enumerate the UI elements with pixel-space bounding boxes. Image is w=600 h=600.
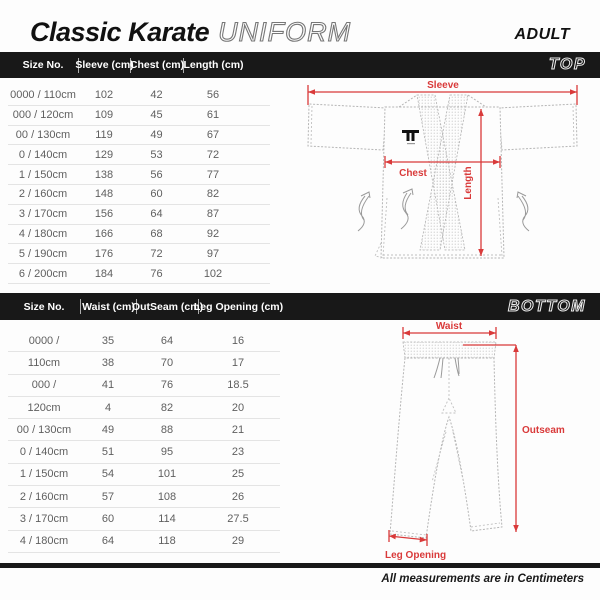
table-cell: 18.5 (227, 379, 249, 392)
column-header: Length (cm) (183, 59, 244, 71)
table-cell: 16 (231, 334, 245, 347)
table-cell: 102 (94, 89, 114, 102)
table-cell: 0000 / (28, 334, 60, 347)
table-cell: 92 (206, 227, 220, 240)
table-cell: 72 (206, 148, 220, 161)
table-cell: 82 (206, 188, 220, 201)
table-cell: 45 (150, 109, 163, 122)
page-title (30, 17, 351, 48)
table-cell: 0000 / 110cm (10, 89, 76, 102)
table-cell: 2 / 160cm (18, 188, 68, 201)
table-cell: 64 (150, 208, 163, 221)
title-main: Classic Karate (30, 17, 210, 47)
size-category-label: ADULT (514, 26, 570, 43)
table-row (8, 441, 280, 463)
column-header: Size No. (22, 59, 64, 71)
table-row (8, 205, 270, 225)
table-row (8, 375, 280, 397)
table-cell: 148 (94, 188, 114, 201)
table-cell: 101 (157, 468, 177, 481)
size-table-bottom (8, 330, 280, 553)
jacket-right-sleeve (498, 104, 577, 150)
table-cell: 29 (231, 535, 245, 548)
table-cell: 60 (150, 188, 163, 201)
table-row (8, 145, 270, 165)
table-row (8, 486, 280, 508)
column-header: Sleeve (cm) (75, 59, 134, 71)
table-cell: 64 (101, 535, 115, 548)
table-cell: 23 (231, 446, 245, 459)
table-row (8, 264, 270, 284)
table-cell: 53 (150, 148, 163, 161)
table-row (8, 225, 270, 245)
table-cell: 119 (95, 128, 113, 141)
sleeve-dimension-arrow (308, 80, 577, 105)
table-row (8, 106, 270, 126)
section-label-top: TOP (548, 56, 586, 73)
pants-measurement-diagram (383, 320, 598, 565)
table-cell: 138 (94, 168, 114, 181)
table-cell: 000 / 120cm (12, 109, 74, 122)
table-cell: 95 (160, 446, 174, 459)
table-row (8, 419, 280, 441)
table-cell: 102 (203, 267, 223, 280)
table-cell: 56 (206, 89, 220, 102)
table-cell: 82 (160, 401, 174, 414)
top-column-headers (8, 52, 243, 78)
table-cell: 57 (101, 490, 115, 503)
footer-divider (0, 563, 600, 568)
table-cell: 20 (231, 401, 245, 414)
table-cell: 35 (101, 334, 115, 347)
table-cell: 4 / 180cm (19, 535, 69, 548)
waist-dimension-arrow (403, 321, 496, 339)
table-cell: 3 / 170cm (18, 208, 68, 221)
table-cell: 184 (94, 267, 114, 280)
table-cell: 3 / 170cm (19, 513, 69, 526)
sleeve-label: Sleeve (427, 80, 459, 91)
table-cell: 156 (94, 208, 114, 221)
bottom-table-header-bar (0, 293, 600, 320)
jacket-tie-left (358, 192, 370, 231)
bottom-column-headers (8, 293, 284, 320)
waist-label: Waist (435, 321, 463, 332)
table-cell: 17 (231, 356, 245, 369)
table-cell: 56 (150, 168, 163, 181)
table-cell: 110cm (27, 356, 61, 369)
table-cell: 108 (157, 490, 177, 503)
table-cell: 76 (160, 379, 174, 392)
chest-label: Chest (399, 168, 427, 179)
table-cell: 77 (206, 168, 220, 181)
table-row (8, 508, 280, 530)
column-header: Chest (cm) (129, 59, 185, 71)
table-cell: 0 / 140cm (18, 148, 68, 161)
table-cell: 54 (101, 468, 115, 481)
table-cell: 27.5 (227, 513, 249, 526)
table-cell: 49 (101, 423, 115, 436)
column-header: Size No. (23, 300, 65, 313)
title-sub: UNIFORM (218, 17, 352, 47)
table-row (8, 86, 270, 106)
table-cell: 64 (160, 334, 174, 347)
table-cell: 42 (150, 89, 163, 102)
table-cell: 60 (101, 513, 115, 526)
table-cell: 76 (150, 267, 163, 280)
table-cell: 41 (101, 379, 115, 392)
table-row (8, 126, 270, 146)
table-cell: 176 (94, 247, 114, 260)
jacket-left-sleeve (308, 104, 387, 150)
table-cell: 4 (104, 401, 112, 414)
column-header: OutSeam (cm) (131, 300, 204, 313)
table-cell: 166 (94, 227, 114, 240)
table-cell: 51 (101, 446, 115, 459)
table-cell: 4 / 180cm (18, 227, 68, 240)
measurement-note: All measurements are in Centimeters (381, 573, 584, 585)
table-cell: 2 / 160cm (19, 490, 69, 503)
table-cell: 25 (231, 468, 245, 481)
table-cell: 21 (231, 423, 245, 436)
table-cell: 88 (160, 423, 174, 436)
table-cell: 0 / 140cm (19, 446, 69, 459)
table-cell: 129 (94, 148, 114, 161)
column-header: Waist (cm) (80, 299, 136, 314)
table-row (8, 244, 270, 264)
section-label-bottom: BOTTOM (507, 297, 586, 315)
leg-opening-label: Leg Opening (385, 550, 447, 561)
table-cell: 68 (150, 227, 163, 240)
table-row (8, 464, 280, 486)
pants-body (390, 358, 502, 538)
column-header: Leg Opening (cm) (193, 300, 284, 313)
table-row (8, 531, 280, 553)
table-cell: 1 / 150cm (19, 468, 69, 481)
outseam-label: Outseam (522, 425, 565, 436)
table-cell: 61 (206, 109, 220, 122)
table-cell: 49 (150, 128, 163, 141)
table-cell: 72 (150, 247, 163, 260)
table-row (8, 397, 280, 419)
table-cell: 38 (101, 356, 115, 369)
table-cell: 1 / 150cm (18, 168, 68, 181)
length-label: Length (463, 166, 474, 200)
table-cell: 70 (160, 356, 174, 369)
table-cell: 120cm (27, 401, 61, 414)
table-row (8, 330, 280, 352)
table-cell: 67 (206, 128, 220, 141)
table-cell: 97 (206, 247, 220, 260)
table-row (8, 185, 270, 205)
table-row (8, 352, 280, 374)
table-cell: 00 / 130cm (15, 128, 71, 141)
table-cell: 000 / (31, 379, 57, 392)
table-cell: 118 (158, 535, 176, 548)
jacket-tie-right (517, 192, 529, 231)
table-cell: 6 / 200cm (18, 267, 68, 280)
table-cell: 114 (158, 513, 176, 526)
table-cell: 5 / 190cm (18, 247, 68, 260)
table-cell: 87 (206, 208, 220, 221)
jacket-measurement-diagram (295, 78, 595, 290)
size-table-top (8, 86, 270, 284)
table-row (8, 165, 270, 185)
table-cell: 109 (94, 109, 114, 122)
table-cell: 00 / 130cm (16, 423, 72, 436)
top-table-header-bar (0, 52, 600, 78)
table-cell: 26 (231, 490, 245, 503)
